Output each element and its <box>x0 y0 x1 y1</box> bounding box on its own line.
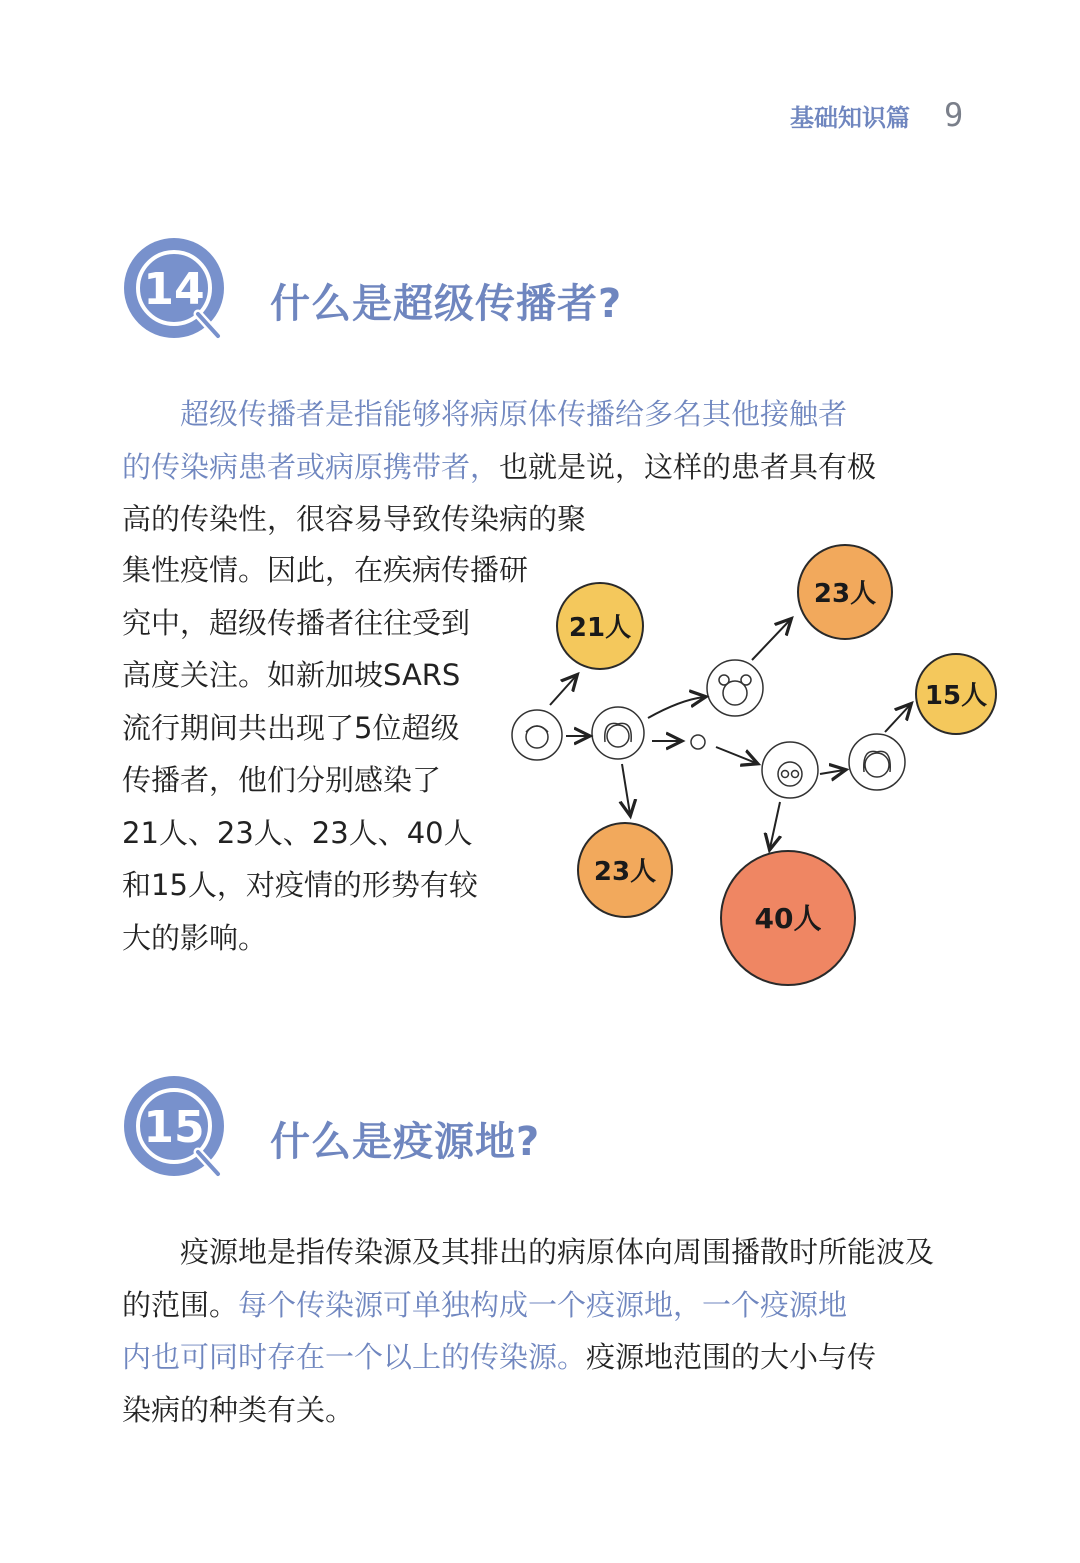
question-15-title: 什么是疫源地? <box>270 1119 541 1165</box>
person-node-icon <box>707 660 763 716</box>
q15-highlight: 内也可同时存在一个以上的传染源。 <box>122 1340 587 1374</box>
question-14-badge <box>122 236 230 344</box>
q14-highlight-1: 超级传播者是指能够将病原体传播给多名其他接触者 <box>180 397 848 431</box>
wrap-line: 大的影响。 <box>122 920 268 955</box>
svg-text:21人: 21人 <box>568 613 632 643</box>
wrap-line: 传播者，他们分别感染了 <box>122 763 442 797</box>
wrap-line: 流行期间共出现了5位超级 <box>122 710 460 745</box>
arrow-icon <box>752 620 790 660</box>
person-node-icon <box>512 710 562 760</box>
q15-text: 疫源地是指传染源及其排出的病原体向周围播散时所能波及 <box>180 1235 935 1269</box>
question-15-badge <box>122 1074 230 1182</box>
q14-line-1 <box>122 388 964 441</box>
q15-line-1 <box>122 1226 964 1279</box>
svg-text:23人: 23人 <box>593 857 657 887</box>
section-title: 基础知识篇 <box>790 104 910 132</box>
arrow-icon <box>716 747 756 763</box>
super-spreader-diagram <box>500 540 1020 1000</box>
q15-text: 疫源地范围的大小与传 <box>586 1340 877 1374</box>
question-14-title: 什么是超级传播者? <box>270 281 623 327</box>
svg-text:40人: 40人 <box>754 902 822 935</box>
page-number: 9 <box>944 96 964 134</box>
wrap-line: 21人、23人、23人、40人 <box>122 815 473 850</box>
svg-text:23人: 23人 <box>813 579 877 609</box>
case-bubble-23-top <box>798 545 892 639</box>
wrap-line: 和15人，对疫情的形势有较 <box>122 868 478 902</box>
case-bubble-23-bottom <box>578 823 672 917</box>
arrow-icon <box>622 764 630 814</box>
q14-wrapped-text <box>122 544 562 964</box>
q15-line-4: 染病的种类有关。 <box>122 1392 355 1427</box>
arrow-icon <box>885 705 910 732</box>
person-node-icon <box>849 734 905 790</box>
q14-line-2 <box>122 441 964 494</box>
q15-text: 的范围。 <box>122 1287 239 1322</box>
wrap-line: 高度关注。如新加坡SARS <box>122 658 461 692</box>
arrow-icon <box>550 676 576 705</box>
wrap-line: 集性疫情。因此，在疾病传播研 <box>122 553 529 587</box>
q14-highlight-2: 的传染病患者或病原携带者， <box>122 449 500 484</box>
q15-line-3 <box>122 1331 964 1384</box>
q14-line-2-rest: 也就是说，这样的患者具有极 <box>499 449 877 484</box>
q15-paragraph <box>122 1226 964 1436</box>
person-node-icon <box>762 742 818 798</box>
question-number: 14 <box>143 264 205 315</box>
running-header <box>790 96 963 134</box>
svg-text:15人: 15人 <box>924 681 988 711</box>
q15-line-2 <box>122 1279 964 1332</box>
case-bubble-21 <box>557 583 643 669</box>
arrow-icon <box>820 770 844 774</box>
person-node-icon <box>691 735 705 749</box>
case-bubble-15 <box>916 654 996 734</box>
wrap-line: 究中，超级传播者往往受到 <box>122 605 471 640</box>
q14-line-3: 高的传染性，很容易导致传染病的聚 <box>122 502 587 536</box>
arrow-icon <box>648 697 704 718</box>
arrow-icon <box>770 802 780 848</box>
q15-highlight: 每个传染源可单独构成一个疫源地，一个疫源地 <box>238 1287 848 1322</box>
case-bubble-40 <box>721 851 855 985</box>
q14-paragraph <box>122 388 964 546</box>
person-node-icon <box>592 707 644 759</box>
question-number: 15 <box>143 1102 205 1153</box>
